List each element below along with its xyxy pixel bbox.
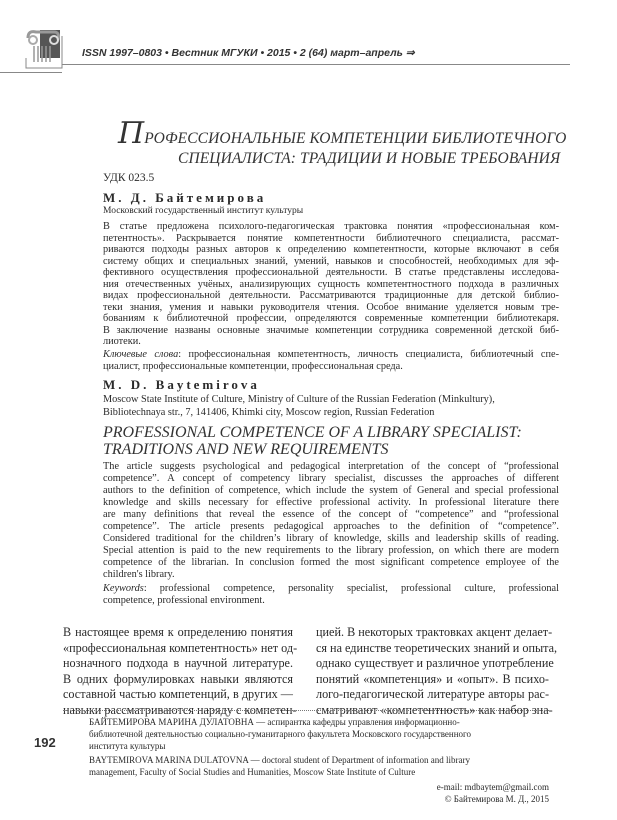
email[interactable]: e-mail: mdbaytem@gmail.com xyxy=(436,782,549,792)
text-line: «профессиональная компетентность» нет од- xyxy=(63,640,298,655)
keywords-en xyxy=(103,583,559,607)
text-line: составной частью компетенций, в других — xyxy=(63,687,293,701)
text-line: Moscow State Institute of Culture, Ministry of Culture of the Russian Federation (Minkultury), xyxy=(103,394,495,405)
keywords-label: Ключевые слова xyxy=(103,349,179,360)
text-line: однако существует и различное употребление xyxy=(316,656,554,670)
text-line: Bibliotechnaya str., 7, 141406, Khimki city, Moscow region, Russian Federation xyxy=(103,407,435,418)
title-initial: П xyxy=(118,116,145,151)
text-line: management, Faculty of Social Studies and Humanities, Moscow State Institute of Culture xyxy=(89,767,416,777)
title-en xyxy=(103,424,522,458)
text-line: are many definitions that reveal the essence of the concept of “competence” and “professional xyxy=(103,509,559,520)
text-line: лого-педагогической литературе авторы рас- xyxy=(316,687,549,701)
text-line: TRADITIONS AND NEW REQUIREMENTS xyxy=(103,441,389,458)
title-ru-line2: СПЕЦИАЛИСТА: ТРАДИЦИИ И НОВЫЕ ТРЕБОВАНИЯ xyxy=(178,150,561,167)
keywords-text: competence, professional environment. xyxy=(103,595,265,606)
text-line: PROFESSIONAL COMPETENCE OF A LIBRARY SPECIALIST: xyxy=(103,424,522,441)
text-line: В заключение названы основные значимые компетенции сотрудника современной детской биб- xyxy=(103,324,559,336)
text-line: бованиям к библиотечной профессии, определяются современные компетенции библиотекаря. xyxy=(103,313,559,324)
text-line: навыки рассматриваются наряду с компетен- xyxy=(63,702,297,717)
author-contact xyxy=(437,781,549,805)
body-column-left xyxy=(63,625,298,718)
abstract-ru xyxy=(103,221,559,348)
author-en: M. D. Baytemirova xyxy=(103,377,260,392)
body-column-right xyxy=(316,625,558,718)
keywords-label: Keywords xyxy=(103,583,144,594)
text-line: competence”. A concept of competency library specialist, discusses the approaches of different xyxy=(103,473,559,484)
text-line: риваются подходы разных авторов к определению компетентности, которые включают в себя xyxy=(103,244,559,255)
text-line: фективного осуществления профессиональной деятельности. В статье представлены исследова- xyxy=(103,267,559,278)
text-line: понятий «компетенция» и «опыт». В психо- xyxy=(316,671,549,686)
text-line: Special attention is paid to the new requirements to the library profession, on which there are modern xyxy=(103,545,559,556)
keywords-text: циалист, профессиональные компетенции, профессиональная среда. xyxy=(103,361,403,372)
keywords-text: : профессиональная компетентность, личность специалиста, библиотечный спе- xyxy=(178,349,559,360)
udk-code: УДК 023.5 xyxy=(103,172,155,184)
text-line: лиотеки. xyxy=(103,336,141,347)
text-line: Considered traditional for the children’s library of knowledge, skills and leadership skills of reading. xyxy=(103,533,559,544)
institution-ru: Московский государственный институт культуры xyxy=(103,206,304,216)
title-ru-line1-text: РОФЕССИОНАЛЬНЫЕ КОМПЕТЕНЦИИ БИБЛИОТЕЧНОГО xyxy=(144,130,567,147)
running-head: ISSN 1997–0803 • Вестник МГУКИ • 2015 • 2 (64) март–апрель ⇒ xyxy=(82,47,415,59)
abstract-en xyxy=(103,461,559,581)
text-line: children's library. xyxy=(103,569,175,580)
author-bio-ru xyxy=(89,716,471,752)
text-line: теки знания, умения и навыки руководителя чтения. Особое внимание уделяется новым тре- xyxy=(103,301,559,313)
copyright: © Байтемирова М. Д., 2015 xyxy=(444,794,549,804)
author-ru: М. Д. Байтемирова xyxy=(103,190,267,205)
page-number: 192 xyxy=(34,735,56,750)
text-line: knowledge and skills necessary for effective professional activity. In professional literature there xyxy=(103,497,559,508)
text-line: ся на единстве теоретических знаний и опыта, xyxy=(316,640,558,655)
text-line: В одних формулировках навыки являются xyxy=(63,671,293,686)
text-line: authors to the definition of competence, which include the system of General and special professional xyxy=(103,485,559,496)
text-line: BAYTEMIROVA MARINA DULATOVNA — doctoral student of Department of information and library xyxy=(89,755,471,765)
text-line: видах профессиональной деятельности. Рассматриваются традиционные для детской библио- xyxy=(103,290,559,301)
author-bio-en xyxy=(89,754,470,778)
keywords-text: : professional competence, personality specialist, professional culture, professional xyxy=(143,583,559,594)
text-line: В статье предложена психолого-педагогическая трактовка понятия «профессиональная ком- xyxy=(103,221,559,232)
text-line: петентность». Раскрывается понятие компетентности библиотечного специалиста, рассмат- xyxy=(103,232,559,244)
institution-en xyxy=(103,393,495,419)
keywords-ru xyxy=(103,349,559,373)
header-rule xyxy=(62,64,570,65)
text-line: competence”. The article presents pedagogical approaches to the definition of “competence”. xyxy=(103,521,559,532)
text-line: The article suggests psychological and pedagogical interpretation of the concept of “professional xyxy=(103,461,559,472)
text-line: сматривают «компетентность» как набор зна- xyxy=(316,702,553,717)
text-line: библиотечной деятельностью социально-гуманитарного факультета Московского государственного xyxy=(89,729,472,739)
header-rule-left xyxy=(0,72,62,73)
text-line: ния отечественных учёных, анализирующих сущность компетентностного подхода в различных xyxy=(103,278,559,290)
title-ru-line1 xyxy=(118,116,567,151)
text-line: В настоящее время к определению понятия xyxy=(63,625,293,639)
footnote-divider xyxy=(63,710,549,711)
text-line: института культуры xyxy=(89,741,166,751)
text-line: систему общих и специальных знаний, умений, навыков и способностей, необходимых для эф- xyxy=(103,255,559,267)
text-line: БАЙТЕМИРОВА МАРИНА ДУЛАТОВНА — аспирантка кафедры управления информационно- xyxy=(89,717,460,727)
text-line: competence of the librarian. In conclusion formed the most significant competence employee of the xyxy=(103,557,559,568)
text-line: нозначного подхода в научной литературе. xyxy=(63,656,293,670)
journal-logo xyxy=(24,28,64,72)
text-line: цией. В некоторых трактовках акцент делает- xyxy=(316,625,553,639)
